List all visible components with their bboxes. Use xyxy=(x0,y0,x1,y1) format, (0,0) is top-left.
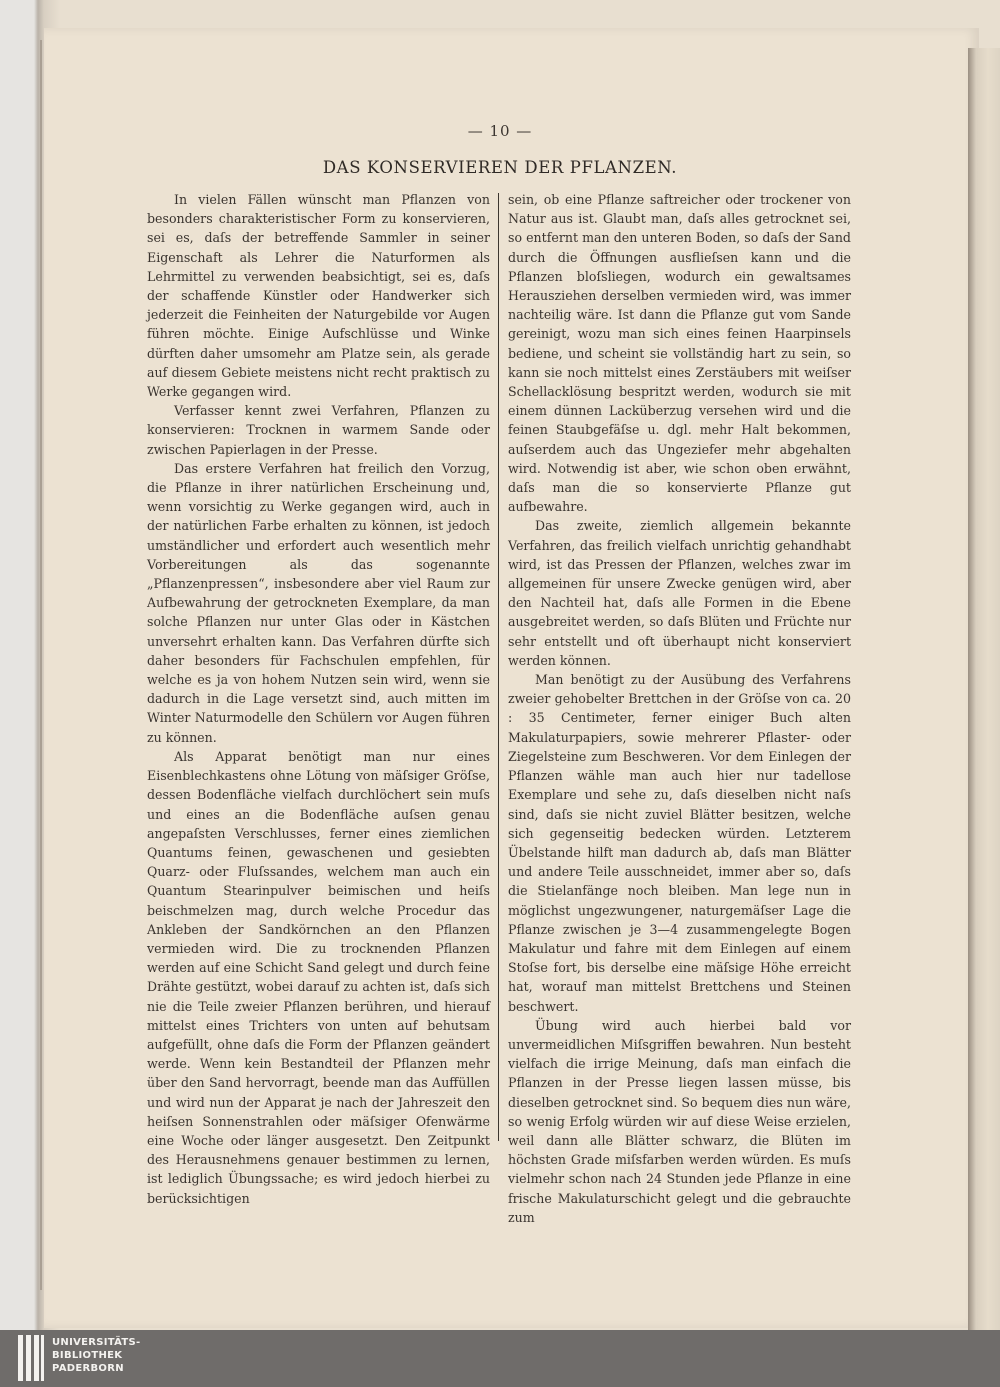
paragraph: Verfasser kennt zwei Verfahren, Pflanzen zu konservieren: Trocknen in warmem Sande oder zwischen Papierlagen in der Presse. xyxy=(147,403,490,457)
library-mark-icon xyxy=(18,1335,46,1381)
library-logo xyxy=(18,1334,158,1384)
text-column-left xyxy=(147,190,490,1208)
article-title: DAS KONSERVIEREN DER PFLANZEN. xyxy=(322,158,678,177)
paragraph: Als Apparat benötigt man nur eines Eisenblechkastens ohne Lötung von mäſsiger Gröſse, dessen Bodenfläche vielfach durchlöchert sein muſs und eines an die Bodenfläche auſsen genau angepaſsten Verschlusses, ferner eines ziemlichen Quantums feinen, gewaschenen und gesiebten Quarz- oder Fluſssandes, welchem man auch ein Quantum Stearinpulver beimischen und heiſs beischmelzen mag, durch welche Procedur das Ankleben der Sandkörnchen an den Pflanzen vermieden wird. Die zu trocknenden Pflanzen werden auf eine Schicht Sand gelegt und durch feine Drähte gestützt, wobei darauf zu achten ist, daſs sich nie die Teile zweier Pflanzen berühren, und hierauf mittelst eines Trichters von unten auf behutsam aufgefüllt, ohne daſs die Form der Pflanzen geändert werde. Wenn kein Bestandteil der Pflanzen mehr über den Sand hervorragt, beende man das Auffüllen und wird nun der Apparat je nach der Jahreszeit den heiſsen Sonnenstrahlen oder mäſsiger Ofenwärme eine Woche oder länger ausgesetzt. Den Zeitpunkt des Herausnehmens genauer bestimmen zu lernen, ist lediglich Übungssache; es wird jedoch hierbei zu berücksichtigen xyxy=(147,748,490,1206)
paragraph: Man benötigt zu der Ausübung des Verfahrens zweier gehobelter Brettchen in der Gröſse von ca. 20 : 35 Centimeter, ferner einiger Buch alten Makulaturpapiers, sowie mehrerer Pflaster- oder Ziegelsteine zum Beschweren. Vor dem Einlegen der Pflanzen wähle man auch hier nur tadellose Exemplare und sehe zu, daſs dieselben nicht naſs sind, daſs sie nicht zuviel Blätter besitzen, welche sich gegenseitig bedecken würden. Letzterem Übelstande hilft man dadurch ab, daſs man Blätter und andere Teile ausschneidet, immer aber so, daſs die Stielanfänge noch bleiben. Man lege nun in möglichst ungezwungener, naturgemäſser Lage die Pflanze zwischen je 3—4 zusammengelegte Bogen Makulatur und fahre mit dem Einlegen auf einem Stoſse fort, bis derselbe eine mäſsige Höhe erreicht hat, worauf man mittelst Brettchens und Steinen beschwert. xyxy=(508,672,851,1014)
paragraph: Das zweite, ziemlich allgemein bekannte Verfahren, das freilich vielfach unrichtig gehandhabt wird, ist das Pressen der Pflanzen, welches zwar im allgemeinen für unsere Zwecke genügen wird, aber den Nachteil hat, daſs alle Formen in die Ebene ausgebreitet werden, so daſs Blüten und Früchte nur sehr entstellt und oft überhaupt nicht konserviert werden können. xyxy=(508,518,851,668)
paragraph: Übung wird auch hierbei bald vor unvermeidlichen Miſsgriffen bewahren. Nun besteht vielfach die irrige Meinung, daſs man einfach die Pflanzen in der Presse liegen lassen müsse, bis dieselben getrocknet sind. So bequem dies nun wäre, so wenig Erfolg würden wir auf diese Weise erzielen, weil dann alle Blätter schwarz, die Blüten im höchsten Grade miſsfarben werden würden. Es muſs vielmehr schon nach 24 Stunden jede Pflanze in eine frische Makulaturschicht gelegt und die gebrauchte zum xyxy=(508,1017,851,1225)
column-divider xyxy=(498,193,499,1141)
library-name-line: PADERBORN xyxy=(52,1363,124,1374)
paragraph: sein, ob eine Pflanze saftreicher oder trockener von Natur aus ist. Glaubt man, daſs alles getrocknet sei, so entfernt man den unteren Boden, so daſs der Sand durch die Öffnungen ausflieſsen kann und die Pflanzen bloſsliegen, wodurch ein gewaltsames Herausziehen derselben vermieden wird, was immer nachteilig wäre. Ist dann die Pflanze gut vom Sande gereinigt, wozu man sich eines feinen Haarpinsels bediene, und scheint sie vollständig hart zu sein, so kann sie noch mittelst eines Zerstäubers mit weiſser Schellacklösung bespritzt werden, wodurch sie mit einem dünnen Lacküberzug versehen wird und die feinen Staubgefäſse u. dgl. mehr Halt bekommen, auſserdem auch das Ungeziefer mehr abgehalten wird. Notwendig ist aber, wie schon oben erwähnt, daſs man die so konservierte Pflanze gut aufbewahre. xyxy=(508,192,851,515)
next-page-edge xyxy=(968,48,1000,1330)
page-number: — 10 — xyxy=(467,122,533,140)
paragraph: Das erstere Verfahren hat freilich den Vorzug, die Pflanze in ihrer natürlichen Erscheinung und, wenn vorsichtig zu Werke gegangen wird, auch in der natürlichen Farbe erhalten zu können, ist jedoch umständlicher und erfordert auch wesentlich mehr Vorbereitungen als das sogenannte „Pflanzenpressen“, insbesondere aber viel Raum zur Aufbewahrung der getrockneten Exemplare, da man solche Pflanzen nur unter Glas oder in Kästchen unversehrt erhalten kann. Das Verfahren dürfte sich daher besonders für Fachschulen empfehlen, für welche es ja von hohem Nutzen sein wird, wenn sie dadurch in die Lage versetzt sind, auch mitten im Winter Naturmodelle den Schülern vor Augen führen zu können. xyxy=(147,460,490,745)
library-name-line: UNIVERSITÄTS- xyxy=(52,1337,141,1348)
library-name-line: BIBLIOTHEK xyxy=(52,1350,123,1361)
library-name xyxy=(52,1336,162,1375)
text-column-right xyxy=(508,190,851,1227)
page-spine-shadow xyxy=(40,40,42,1290)
paragraph: In vielen Fällen wünscht man Pflanzen von besonders charakteristischer Form zu konservieren, sei es, daſs der betreffende Sammler in seiner Eigenschaft als Lehrer die Naturformen als Lehrmittel zu verwenden beabsichtigt, sei es, daſs der schaffende Künstler oder Handwerker sich jederzeit die Feinheiten der Naturgebilde vor Augen führen möchte. Einige Aufschlüsse und Winke dürften daher umsomehr am Platze sein, als gerade auf diesem Gebiete meistens nicht recht praktisch zu Werke gegangen wird. xyxy=(147,192,490,400)
